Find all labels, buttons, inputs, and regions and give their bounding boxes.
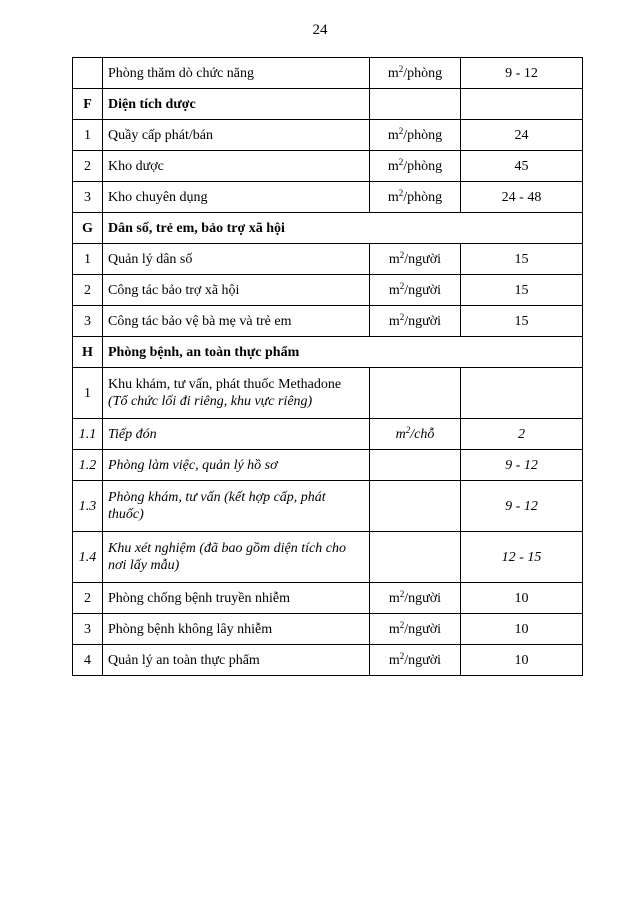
row-index: 1: [73, 368, 103, 419]
unit-cell: [370, 306, 461, 337]
unit-exponent: 2: [398, 63, 404, 74]
item-name-text: Công tác bảo vệ bà mẹ và trẻ em: [108, 313, 292, 329]
item-name: [103, 368, 370, 419]
unit-rest: /người: [404, 282, 442, 298]
unit-rest: /phòng: [403, 65, 443, 81]
table-row: [73, 419, 583, 450]
value-cell: 45: [461, 151, 583, 182]
item-name: [103, 583, 370, 614]
area-standards-table: [72, 57, 583, 676]
unit-rest: /người: [404, 251, 442, 267]
item-name-text: Phòng chống bệnh truyền nhiễm: [108, 590, 290, 606]
unit-rest: /người: [404, 313, 442, 329]
unit-exponent: 2: [405, 424, 411, 435]
row-index: 2: [73, 583, 103, 614]
item-name: [103, 151, 370, 182]
row-index: 3: [73, 182, 103, 213]
section-title: Diện tích dược: [103, 89, 370, 120]
unit-cell: [370, 244, 461, 275]
value-cell: 10: [461, 614, 583, 645]
item-name-text: Tiếp đón: [108, 426, 157, 442]
row-index: 1.1: [73, 419, 103, 450]
item-name: [103, 58, 370, 89]
unit-cell: [370, 614, 461, 645]
unit-cell: [370, 532, 461, 583]
unit-base: m: [395, 426, 406, 442]
item-name-text: Kho dược: [108, 158, 164, 174]
section-title: Phòng bệnh, an toàn thực phẩm: [103, 337, 583, 368]
item-name: [103, 275, 370, 306]
value-cell: 10: [461, 645, 583, 676]
row-index: 2: [73, 275, 103, 306]
unit-exponent: 2: [399, 619, 405, 630]
unit-base: m: [388, 621, 400, 637]
unit-base: m: [388, 652, 400, 668]
table-row: [73, 368, 583, 419]
table-row: [73, 450, 583, 481]
unit-base: m: [387, 158, 399, 174]
unit-base: m: [388, 251, 400, 267]
unit-exponent: 2: [399, 311, 405, 322]
table-row: [73, 120, 583, 151]
unit-cell: [370, 450, 461, 481]
section-title: Dân số, trẻ em, bảo trợ xã hội: [103, 213, 583, 244]
unit-base: m: [388, 313, 400, 329]
table-row: [73, 583, 583, 614]
item-name-text: Phòng bệnh không lây nhiễm: [108, 621, 273, 637]
item-name-text: Quầy cấp phát/bán: [108, 127, 213, 143]
value-cell: 9 - 12: [461, 481, 583, 532]
unit-cell: [370, 120, 461, 151]
row-index: F: [73, 89, 103, 120]
table-row: [73, 614, 583, 645]
unit-exponent: 2: [399, 650, 405, 661]
value-cell: [461, 89, 583, 120]
item-name: [103, 306, 370, 337]
table-row: [73, 481, 583, 532]
unit-rest: /người: [404, 652, 442, 668]
item-name: [103, 532, 370, 583]
unit-rest: /phòng: [403, 127, 443, 143]
unit-base: m: [387, 127, 399, 143]
unit-rest: /chỗ: [410, 426, 435, 442]
value-cell: 15: [461, 275, 583, 306]
row-index: [73, 58, 103, 89]
table-row: [73, 532, 583, 583]
item-name: [103, 481, 370, 532]
item-name-text: Phòng thăm dò chức năng: [108, 65, 255, 81]
value-cell: 24 - 48: [461, 182, 583, 213]
unit-cell: [370, 645, 461, 676]
item-name-text: Khu xét nghiệm (đã bao gồm diện tích cho nơi lấy mẫu): [108, 541, 346, 573]
table-row: [73, 275, 583, 306]
value-cell: 9 - 12: [461, 450, 583, 481]
unit-cell: [370, 151, 461, 182]
table-row: [73, 89, 583, 120]
value-cell: 15: [461, 244, 583, 275]
unit-base: m: [388, 282, 400, 298]
row-index: 1: [73, 244, 103, 275]
row-index: 1.3: [73, 481, 103, 532]
value-cell: 10: [461, 583, 583, 614]
unit-cell: [370, 275, 461, 306]
unit-base: m: [387, 65, 399, 81]
table-row: [73, 182, 583, 213]
unit-exponent: 2: [398, 187, 404, 198]
unit-cell: [370, 368, 461, 419]
unit-exponent: 2: [399, 249, 405, 260]
value-cell: 12 - 15: [461, 532, 583, 583]
unit-rest: /người: [404, 621, 442, 637]
item-name: [103, 120, 370, 151]
unit-rest: /người: [404, 590, 442, 606]
item-name: [103, 614, 370, 645]
unit-cell: [370, 58, 461, 89]
item-name-text: Kho chuyên dụng: [108, 189, 208, 205]
row-index: 1: [73, 120, 103, 151]
unit-base: m: [388, 590, 400, 606]
table-row: [73, 213, 583, 244]
row-index: H: [73, 337, 103, 368]
item-note: (Tổ chức lối đi riêng, khu vực riêng): [108, 394, 313, 409]
item-name: [103, 182, 370, 213]
item-name: [103, 645, 370, 676]
unit-rest: /phòng: [403, 189, 443, 205]
item-name-text: Khu khám, tư vấn, phát thuốc Methadone: [108, 377, 342, 392]
unit-exponent: 2: [398, 125, 404, 136]
item-name: [103, 244, 370, 275]
unit-exponent: 2: [398, 156, 404, 167]
table-row: [73, 337, 583, 368]
value-cell: 9 - 12: [461, 58, 583, 89]
row-index: 1.2: [73, 450, 103, 481]
item-name-text: Công tác bảo trợ xã hội: [108, 282, 240, 298]
unit-cell: [370, 89, 461, 120]
unit-cell: [370, 481, 461, 532]
value-cell: [461, 368, 583, 419]
row-index: 4: [73, 645, 103, 676]
value-cell: 2: [461, 419, 583, 450]
item-name-text: Phòng làm việc, quản lý hồ sơ: [108, 457, 278, 473]
unit-rest: /phòng: [403, 158, 443, 174]
value-cell: 24: [461, 120, 583, 151]
table-row: [73, 58, 583, 89]
unit-cell: [370, 182, 461, 213]
unit-exponent: 2: [399, 588, 405, 599]
row-index: 3: [73, 306, 103, 337]
value-cell: 15: [461, 306, 583, 337]
table-row: [73, 645, 583, 676]
row-index: G: [73, 213, 103, 244]
item-name: [103, 419, 370, 450]
unit-base: m: [387, 189, 399, 205]
page-number: 24: [312, 22, 328, 38]
table-row: [73, 244, 583, 275]
table-row: [73, 151, 583, 182]
table-row: [73, 306, 583, 337]
unit-cell: [370, 419, 461, 450]
item-name-text: Quản lý an toàn thực phẩm: [108, 652, 260, 668]
unit-cell: [370, 583, 461, 614]
table-body: [73, 58, 583, 676]
row-index: 3: [73, 614, 103, 645]
item-name-text: Phòng khám, tư vấn (kết hợp cấp, phát thuốc): [108, 490, 326, 522]
unit-exponent: 2: [399, 280, 405, 291]
item-name: [103, 450, 370, 481]
row-index: 1.4: [73, 532, 103, 583]
row-index: 2: [73, 151, 103, 182]
item-name-text: Quản lý dân số: [108, 251, 193, 267]
